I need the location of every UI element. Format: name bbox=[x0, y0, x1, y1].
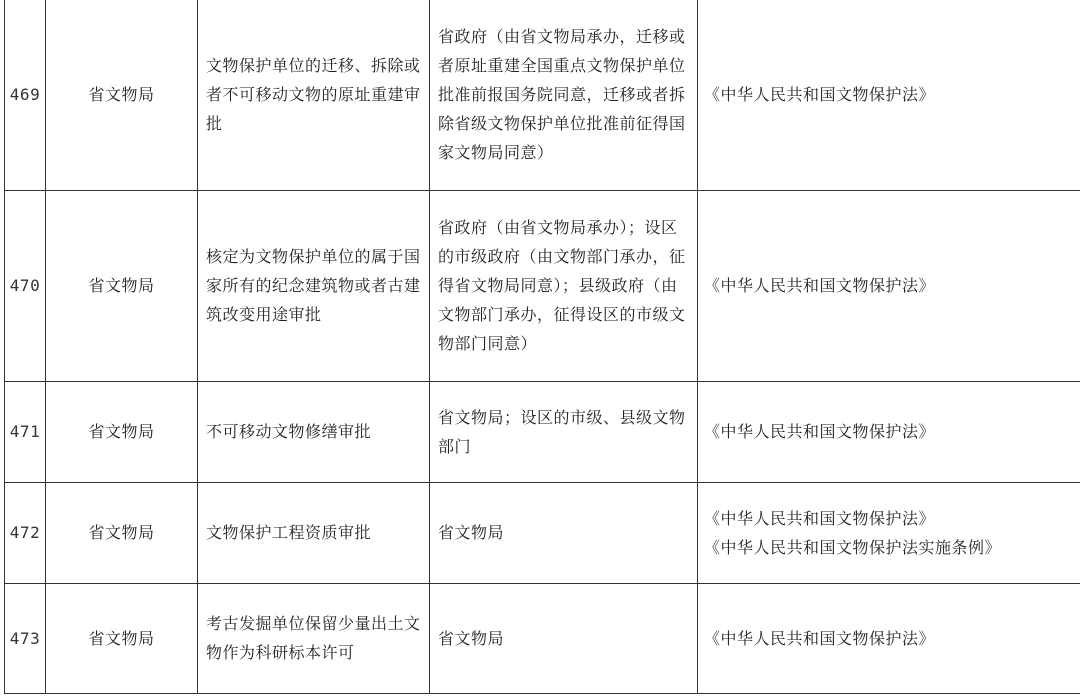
department-cell: 省文物局 bbox=[46, 190, 198, 381]
legal-basis-cell bbox=[698, 190, 1080, 381]
legal-basis-cell bbox=[698, 0, 1080, 190]
approval-item-cell: 核定为文物保护单位的属于国家所有的纪念建筑物或者古建筑改变用途审批 bbox=[198, 190, 430, 381]
approval-item-cell: 文物保护单位的迁移、拆除或者不可移动文物的原址重建审批 bbox=[198, 0, 430, 190]
legal-basis-cell bbox=[698, 381, 1080, 482]
legal-basis-text: 《中华人民共和国文物保护法》 bbox=[704, 508, 936, 528]
row-number: 471 bbox=[5, 381, 46, 482]
legal-basis-cell bbox=[698, 482, 1080, 583]
table-row bbox=[5, 583, 1080, 693]
legal-basis-text: 《中华人民共和国文物保护法》 bbox=[704, 85, 936, 105]
implementing-authority-cell: 省文物局 bbox=[430, 482, 698, 583]
approval-item-cell: 考古发掘单位保留少量出土文物作为科研标本许可 bbox=[198, 583, 430, 693]
legal-basis-text: 《中华人民共和国文物保护法》 bbox=[704, 276, 936, 295]
implementing-authority-cell: 省政府（由省文物局承办）；设区的市级政府（由文物部门承办，征得省文物局同意）；县级政府（由文物部门承办，征得设区的市级文物部门同意） bbox=[430, 190, 698, 381]
legal-basis-text: 《中华人民共和国文物保护法》 bbox=[704, 628, 936, 648]
table-row bbox=[5, 0, 1080, 190]
row-number: 469 bbox=[5, 0, 46, 190]
implementing-authority-cell: 省政府（由省文物局承办，迁移或者原址重建全国重点文物保护单位批准前报国务院同意，迁移或者拆除省级文物保护单位批准前征得国家文物局同意） bbox=[430, 0, 698, 190]
department-cell: 省文物局 bbox=[46, 482, 198, 583]
department-cell: 省文物局 bbox=[46, 0, 198, 190]
implementing-authority-cell: 省文物局；设区的市级、县级文物部门 bbox=[430, 381, 698, 482]
administrative-approval-table bbox=[4, 0, 1080, 694]
row-number: 473 bbox=[5, 583, 46, 693]
legal-basis-text: 《中华人民共和国文物保护法》 bbox=[704, 422, 936, 441]
table-row bbox=[5, 482, 1080, 583]
row-number: 470 bbox=[5, 190, 46, 381]
legal-basis-cell bbox=[698, 583, 1080, 693]
approval-item-cell: 文物保护工程资质审批 bbox=[198, 482, 430, 583]
legal-basis-text: 《中华人民共和国文物保护法实施条例》 bbox=[704, 537, 1002, 557]
department-cell: 省文物局 bbox=[46, 381, 198, 482]
row-number: 472 bbox=[5, 482, 46, 583]
department-cell: 省文物局 bbox=[46, 583, 198, 693]
approval-item-cell: 不可移动文物修缮审批 bbox=[198, 381, 430, 482]
table-row bbox=[5, 381, 1080, 482]
table-row bbox=[5, 190, 1080, 381]
implementing-authority-cell: 省文物局 bbox=[430, 583, 698, 693]
